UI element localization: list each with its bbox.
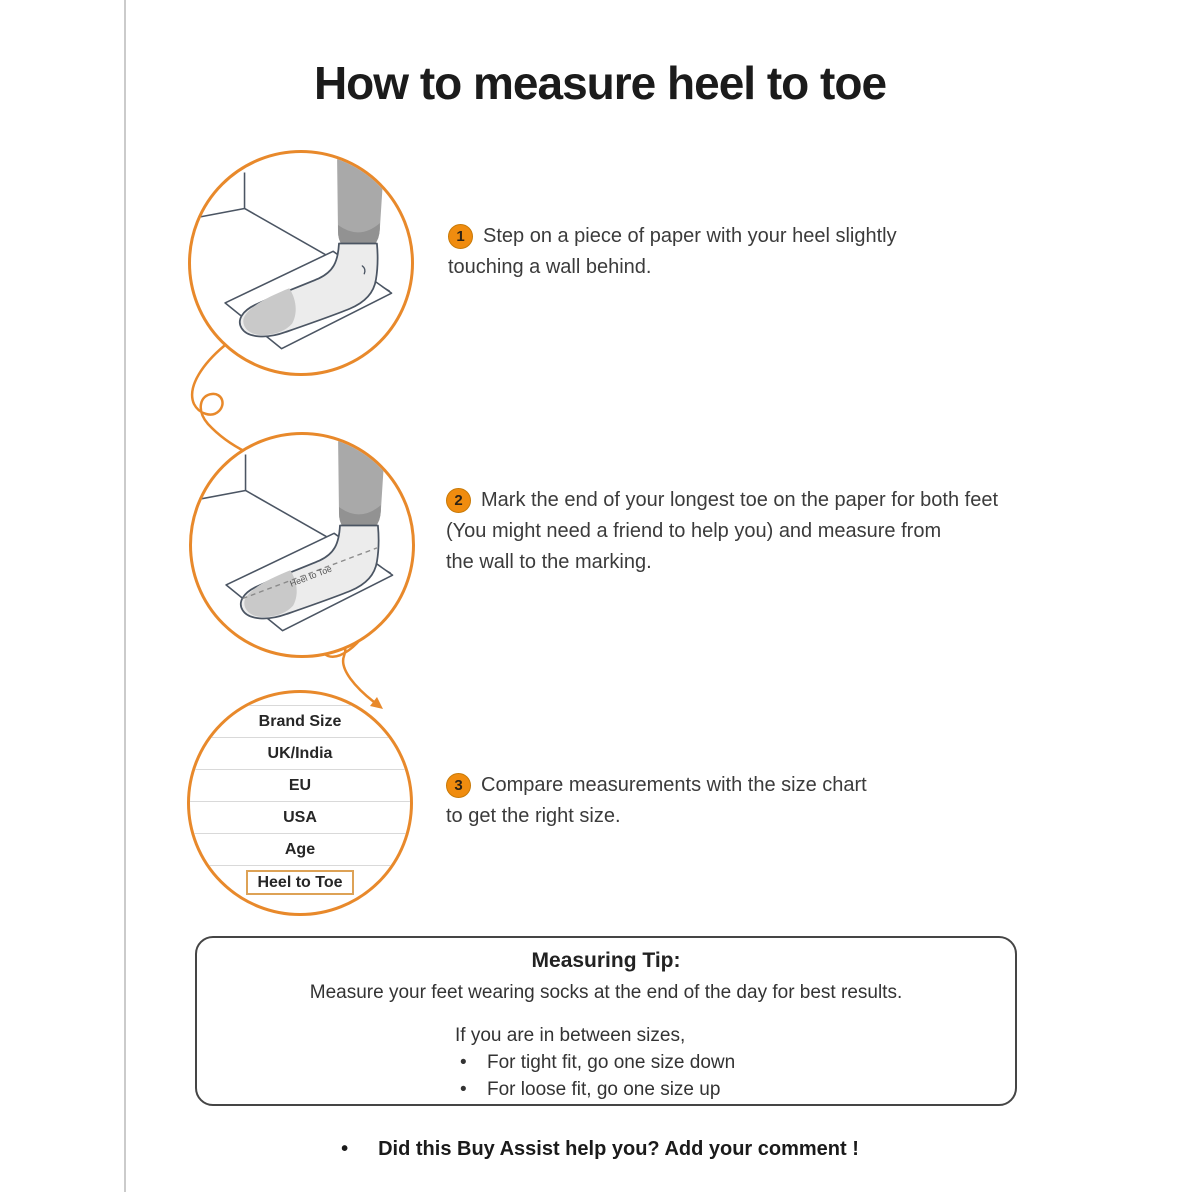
- size-chart-row-age: Age: [190, 833, 410, 865]
- tip-title: Measuring Tip:: [531, 949, 681, 972]
- page-title: How to measure heel to toe: [313, 57, 887, 109]
- heel-to-toe-chip: Heel to Toe: [246, 870, 353, 895]
- tip-intro: If you are in between sizes,: [455, 1025, 686, 1046]
- size-chart: [190, 705, 410, 897]
- size-chart-row-eu: EU: [190, 769, 410, 801]
- footer-text: Did this Buy Assist help you? Add your comment !: [378, 1138, 859, 1160]
- step-2-text-line-2: (You might need a friend to help you) and measure from: [446, 520, 942, 542]
- illustration-step1-foot-on-paper: [188, 150, 414, 376]
- step-3: [446, 770, 867, 832]
- tip-bullet-tight-fit: • For tight fit, go one size down: [455, 1049, 735, 1076]
- bullet-icon: •: [460, 1052, 467, 1073]
- foot-measure-icon: [192, 435, 412, 655]
- step-1: [448, 221, 897, 283]
- step-2-text-line-3: the wall to the marking.: [446, 551, 652, 573]
- tip-between-sizes-block: [455, 1022, 735, 1103]
- step-1-text-line-1: Step on a piece of paper with your heel slightly: [483, 225, 897, 247]
- bullet-icon: •: [341, 1138, 349, 1160]
- step-2-text-line-1: Mark the end of your longest toe on the paper for both feet: [481, 489, 999, 511]
- step-2-number-badge: 2: [446, 488, 471, 513]
- measure-label: Heel to Toe: [288, 563, 334, 589]
- illustration-step3-size-chart: [187, 690, 413, 916]
- tip-line-1: Measure your feet wearing socks at the end of the day for best results.: [309, 982, 903, 1003]
- illustration-step2-mark-toe: [189, 432, 415, 658]
- foot-on-paper-icon: [191, 153, 411, 373]
- page-left-border: [124, 0, 126, 1192]
- size-chart-row-heel-to-toe: [190, 865, 410, 897]
- size-chart-row-usa: USA: [190, 801, 410, 833]
- measuring-tip-box: [195, 936, 1017, 1106]
- footer-note: [0, 1138, 1200, 1161]
- step-3-number-badge: 3: [446, 773, 471, 798]
- bullet-icon: •: [460, 1079, 467, 1100]
- step-1-number-badge: 1: [448, 224, 473, 249]
- step-3-text-line-2: to get the right size.: [446, 805, 621, 827]
- size-chart-row-uk-india: UK/India: [190, 737, 410, 769]
- step-3-text-line-1: Compare measurements with the size chart: [481, 774, 867, 796]
- step-2: [446, 485, 998, 578]
- step-1-text-line-2: touching a wall behind.: [448, 256, 652, 278]
- tip-bullet-loose-fit: • For loose fit, go one size up: [455, 1076, 735, 1103]
- size-chart-row-brand-size: Brand Size: [190, 705, 410, 737]
